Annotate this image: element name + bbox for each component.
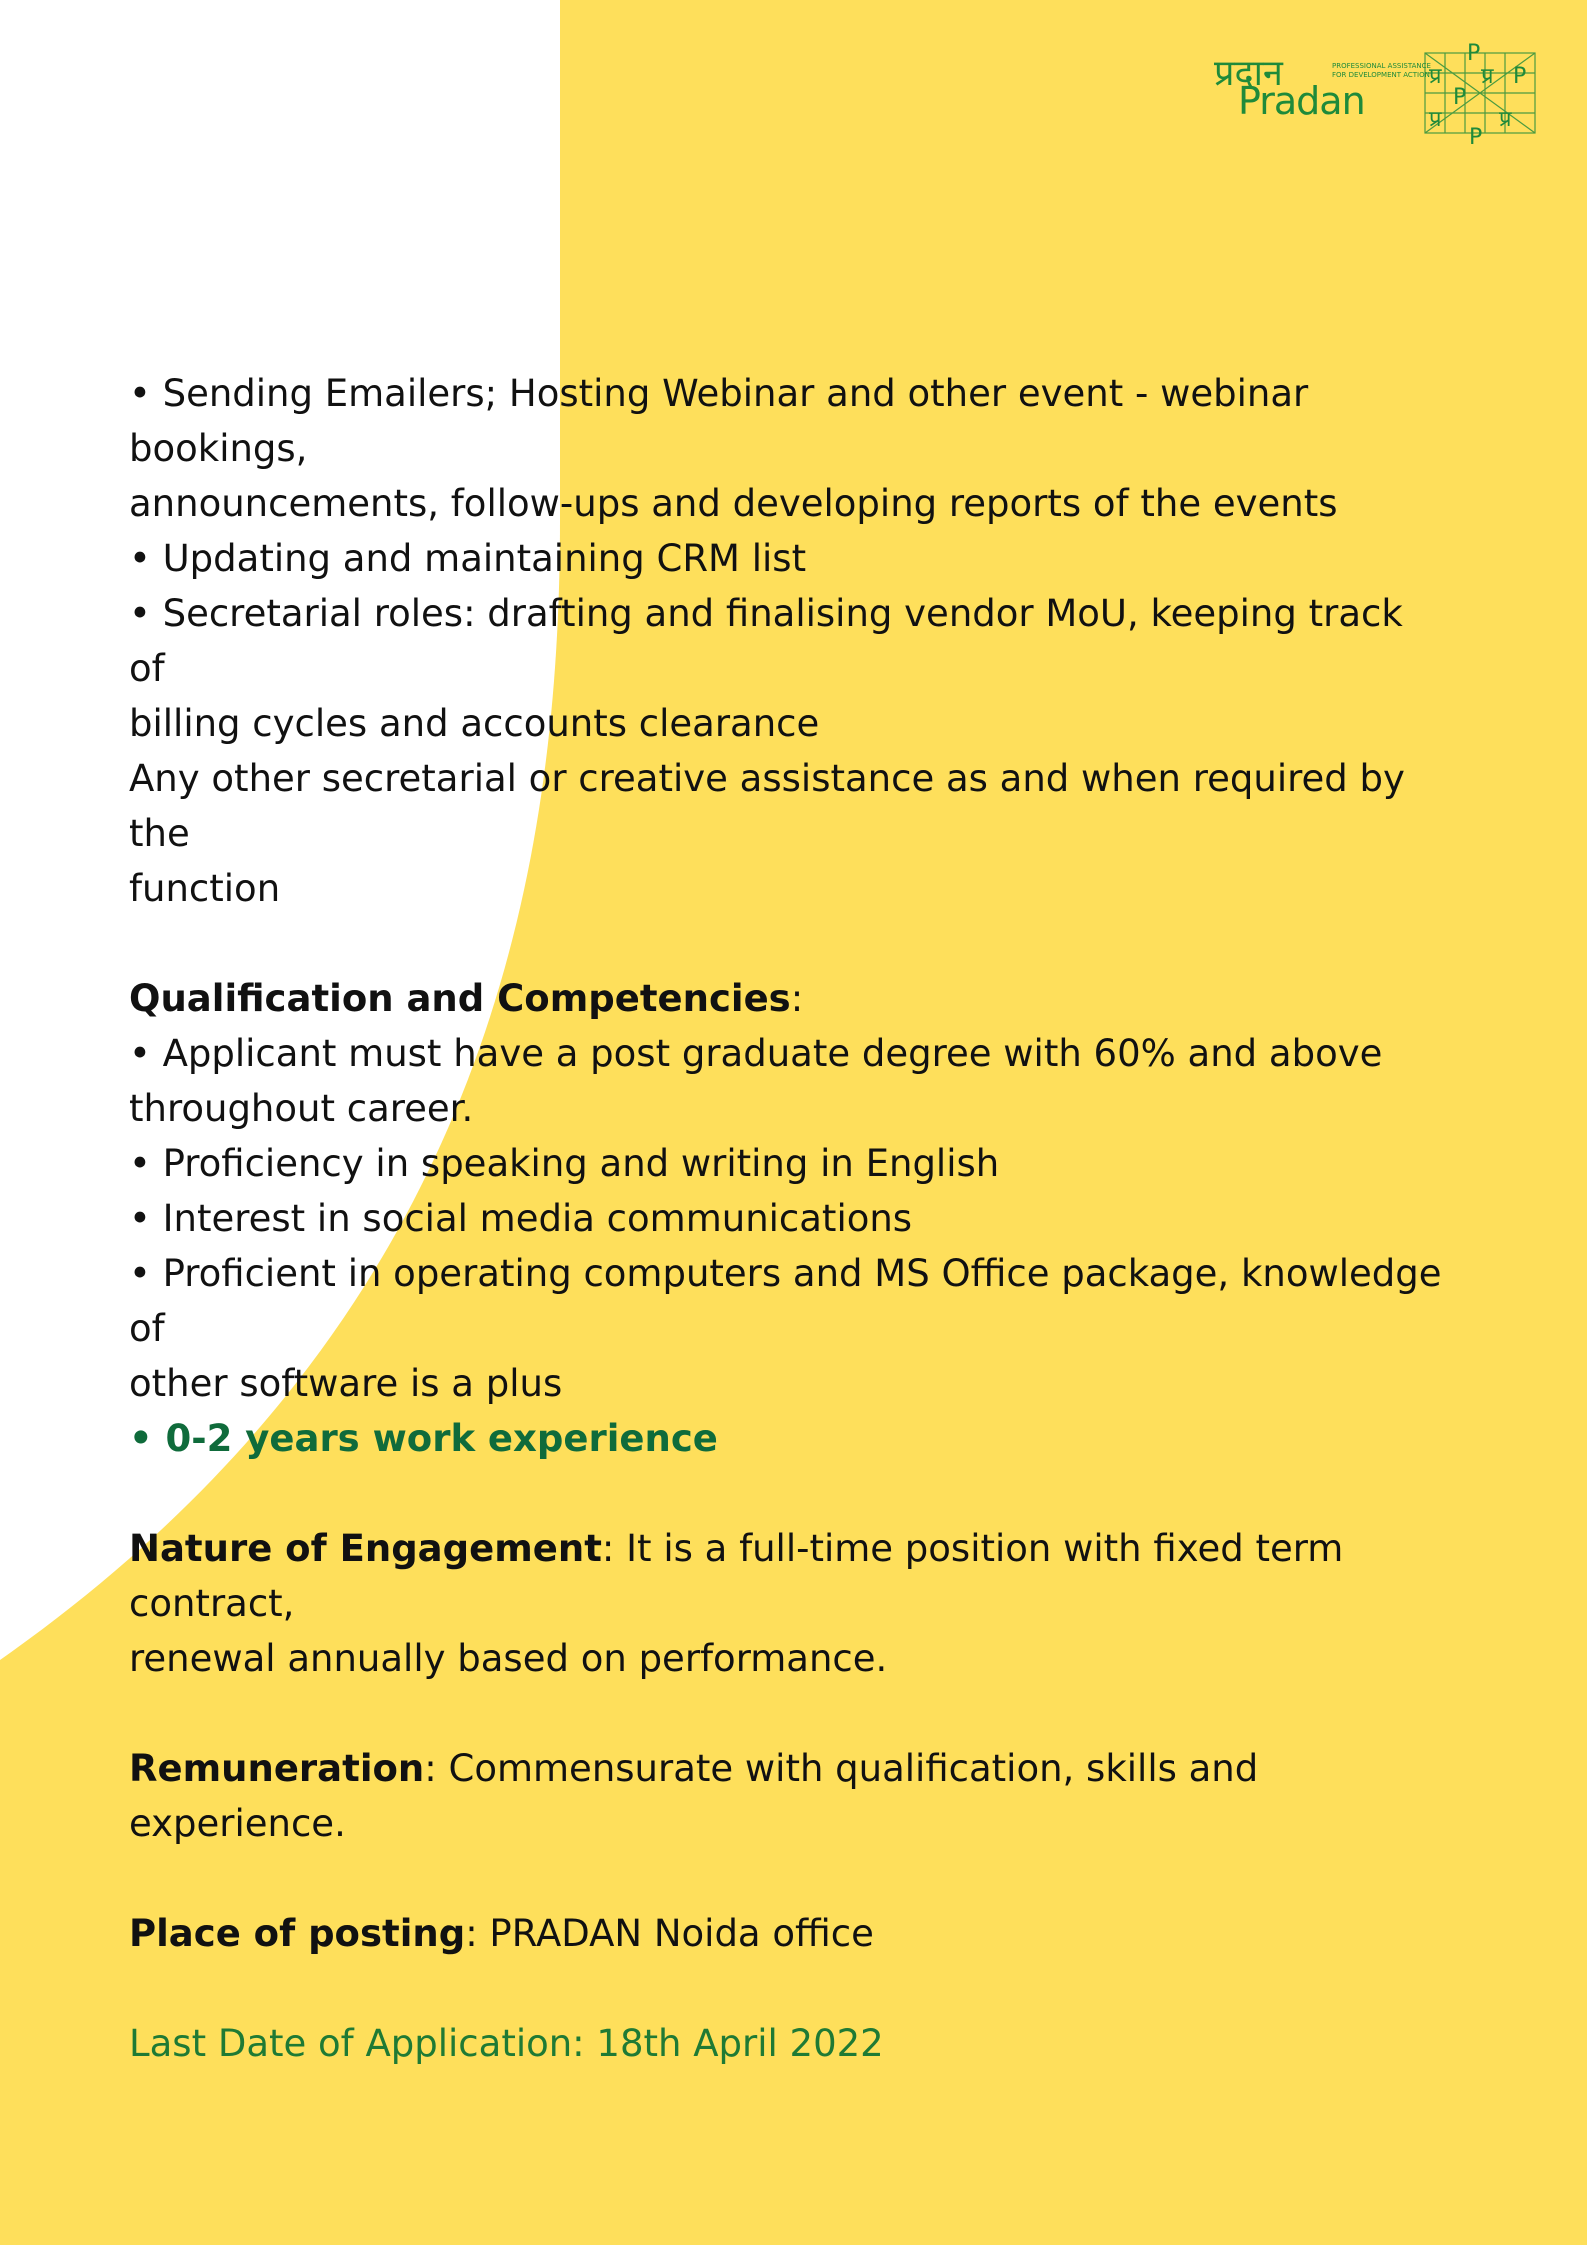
svg-text:P: P (1469, 125, 1483, 148)
logo-name: Pradan (1238, 79, 1365, 123)
logo-tagline: PROFESSIONAL ASSISTANCE FOR DEVELOPMENT ACTION (1332, 62, 1431, 79)
qualification-line: • Applicant must have a post graduate degree with 60% and above (129, 1032, 1383, 1075)
qualification-line: • Proficiency in speaking and writing in English (129, 1142, 1000, 1185)
job-description-body (129, 366, 1449, 2071)
responsibility-line: function (129, 867, 281, 910)
responsibility-line: Any other secretarial or creative assistance as and when required by the (129, 757, 1405, 855)
last-date: Last Date of Application: 18th April 2022 (129, 2022, 884, 2065)
experience-requirement: • 0-2 years work experience (129, 1417, 718, 1460)
svg-text:प्र: प्र (1481, 64, 1494, 89)
qualification-line: • Interest in social media communications (129, 1197, 913, 1240)
posting-line: Place of posting: PRADAN Noida office (129, 1912, 874, 1955)
svg-text:P: P (1513, 64, 1527, 89)
responsibility-line: • Secretarial roles: drafting and finalising vendor MoU, keeping track of (129, 592, 1403, 690)
qualification-line: throughout career. (129, 1087, 474, 1130)
qualification-heading-line: Qualification and Competencies: (129, 977, 804, 1020)
svg-text:P: P (1467, 41, 1481, 66)
responsibility-line: • Sending Emailers; Hosting Webinar and other event - webinar bookings, (129, 372, 1309, 470)
svg-text:प्र: प्र (1429, 64, 1442, 89)
svg-text:प्र: प्र (1429, 107, 1442, 132)
engagement-line: renewal annually based on performance. (129, 1637, 888, 1680)
remuneration-heading: Remuneration (129, 1747, 425, 1790)
posting-heading: Place of posting (129, 1912, 466, 1955)
logo-hindi-text: प्रदान (1214, 53, 1283, 94)
responsibility-line: • Updating and maintaining CRM list (129, 537, 807, 580)
remuneration-line: Remuneration: Commensurate with qualification, skills and experience. (129, 1747, 1259, 1845)
responsibility-line: announcements, follow-ups and developing reports of the events (129, 482, 1338, 525)
qualification-heading: Qualification and Competencies (129, 977, 791, 1020)
pradan-logo (1210, 38, 1550, 148)
qualification-line: other software is a plus (129, 1362, 563, 1405)
svg-text:P: P (1453, 85, 1467, 110)
engagement-heading: Nature of Engagement (129, 1527, 602, 1570)
engagement-line: Nature of Engagement: It is a full-time position with fixed term contract, (129, 1527, 1344, 1625)
pradan-p-lattice-icon (1415, 38, 1543, 148)
svg-text:प्र: प्र (1499, 107, 1512, 132)
qualification-line: • Proficient in operating computers and MS Office package, knowledge of (129, 1252, 1442, 1350)
responsibility-line: billing cycles and accounts clearance (129, 702, 820, 745)
